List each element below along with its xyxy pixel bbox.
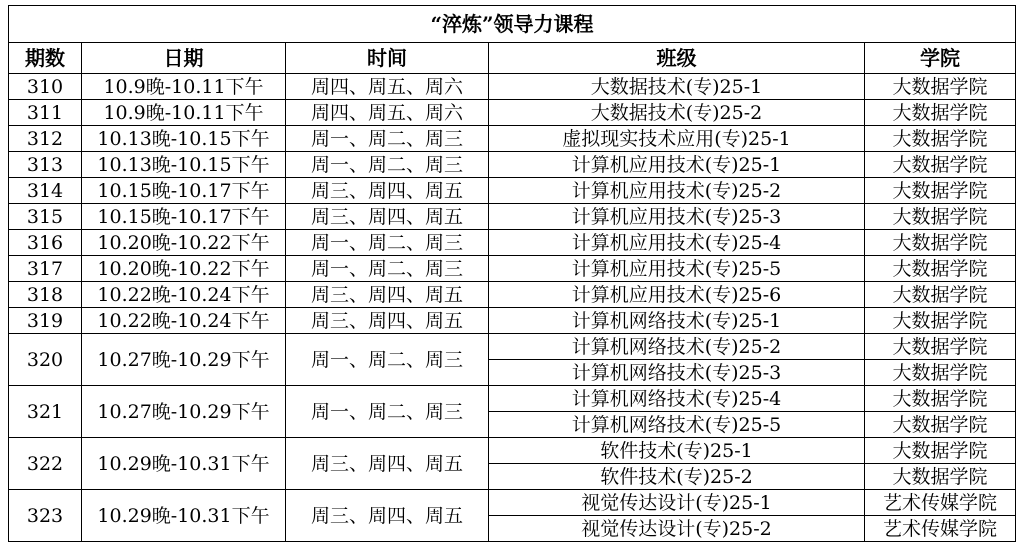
period-cell: 317 — [9, 256, 82, 282]
date-cell: 10.27晚-10.29下午 — [82, 386, 286, 438]
title-row — [9, 6, 1016, 43]
date-cell: 10.27晚-10.29下午 — [82, 334, 286, 386]
period-cell: 310 — [9, 74, 82, 100]
header-time: 时间 — [286, 43, 489, 74]
table-row — [9, 204, 1016, 230]
college-cell: 大数据学院 — [865, 100, 1016, 126]
days-cell: 周一、周二、周三 — [286, 230, 489, 256]
college-cell: 艺术传媒学院 — [865, 516, 1016, 542]
days-cell: 周一、周二、周三 — [286, 126, 489, 152]
class-cell: 视觉传达设计(专)25-2 — [489, 516, 865, 542]
period-cell: 323 — [9, 490, 82, 542]
date-cell: 10.9晚-10.11下午 — [82, 74, 286, 100]
class-cell: 大数据技术(专)25-1 — [489, 74, 865, 100]
college-cell: 大数据学院 — [865, 178, 1016, 204]
days-cell: 周三、周四、周五 — [286, 282, 489, 308]
days-cell: 周一、周二、周三 — [286, 152, 489, 178]
period-cell: 318 — [9, 282, 82, 308]
period-cell: 321 — [9, 386, 82, 438]
period-cell: 320 — [9, 334, 82, 386]
date-cell: 10.22晚-10.24下午 — [82, 282, 286, 308]
table-row — [9, 152, 1016, 178]
date-cell: 10.13晚-10.15下午 — [82, 152, 286, 178]
class-cell: 计算机网络技术(专)25-2 — [489, 334, 865, 360]
date-cell: 10.22晚-10.24下午 — [82, 308, 286, 334]
period-cell: 322 — [9, 438, 82, 490]
class-cell: 虚拟现实技术应用(专)25-1 — [489, 126, 865, 152]
class-cell: 计算机应用技术(专)25-4 — [489, 230, 865, 256]
days-cell: 周一、周二、周三 — [286, 334, 489, 386]
date-cell: 10.20晚-10.22下午 — [82, 256, 286, 282]
college-cell: 大数据学院 — [865, 152, 1016, 178]
days-cell: 周三、周四、周五 — [286, 308, 489, 334]
date-cell: 10.13晚-10.15下午 — [82, 126, 286, 152]
period-cell: 319 — [9, 308, 82, 334]
date-cell: 10.29晚-10.31下午 — [82, 438, 286, 490]
header-period: 期数 — [9, 43, 82, 74]
class-cell: 计算机网络技术(专)25-3 — [489, 360, 865, 386]
date-cell: 10.15晚-10.17下午 — [82, 178, 286, 204]
days-cell: 周三、周四、周五 — [286, 178, 489, 204]
days-cell: 周三、周四、周五 — [286, 204, 489, 230]
college-cell: 艺术传媒学院 — [865, 490, 1016, 516]
period-cell: 312 — [9, 126, 82, 152]
college-cell: 大数据学院 — [865, 412, 1016, 438]
college-cell: 大数据学院 — [865, 464, 1016, 490]
table-row — [9, 334, 1016, 360]
college-cell: 大数据学院 — [865, 334, 1016, 360]
table-row — [9, 230, 1016, 256]
header-row — [9, 43, 1016, 74]
days-cell: 周一、周二、周三 — [286, 256, 489, 282]
period-cell: 313 — [9, 152, 82, 178]
college-cell: 大数据学院 — [865, 438, 1016, 464]
period-cell: 316 — [9, 230, 82, 256]
table-row — [9, 178, 1016, 204]
class-cell: 计算机应用技术(专)25-3 — [489, 204, 865, 230]
table-row — [9, 282, 1016, 308]
class-cell: 计算机网络技术(专)25-5 — [489, 412, 865, 438]
date-cell: 10.20晚-10.22下午 — [82, 230, 286, 256]
college-cell: 大数据学院 — [865, 360, 1016, 386]
table-row — [9, 256, 1016, 282]
days-cell: 周三、周四、周五 — [286, 490, 489, 542]
days-cell: 周三、周四、周五 — [286, 438, 489, 490]
table-row — [9, 126, 1016, 152]
class-cell: 计算机应用技术(专)25-5 — [489, 256, 865, 282]
class-cell: 计算机应用技术(专)25-6 — [489, 282, 865, 308]
table-row — [9, 308, 1016, 334]
class-cell: 大数据技术(专)25-2 — [489, 100, 865, 126]
class-cell: 计算机网络技术(专)25-1 — [489, 308, 865, 334]
class-cell: 计算机应用技术(专)25-1 — [489, 152, 865, 178]
college-cell: 大数据学院 — [865, 230, 1016, 256]
days-cell: 周一、周二、周三 — [286, 386, 489, 438]
table-row — [9, 438, 1016, 464]
date-cell: 10.9晚-10.11下午 — [82, 100, 286, 126]
college-cell: 大数据学院 — [865, 204, 1016, 230]
header-date: 日期 — [82, 43, 286, 74]
class-cell: 软件技术(专)25-1 — [489, 438, 865, 464]
schedule-table — [8, 5, 1016, 542]
college-cell: 大数据学院 — [865, 126, 1016, 152]
date-cell: 10.15晚-10.17下午 — [82, 204, 286, 230]
header-college: 学院 — [865, 43, 1016, 74]
class-cell: 视觉传达设计(专)25-1 — [489, 490, 865, 516]
table-row — [9, 386, 1016, 412]
college-cell: 大数据学院 — [865, 386, 1016, 412]
period-cell: 314 — [9, 178, 82, 204]
period-cell: 311 — [9, 100, 82, 126]
table-row — [9, 74, 1016, 100]
college-cell: 大数据学院 — [865, 256, 1016, 282]
period-cell: 315 — [9, 204, 82, 230]
table-row — [9, 490, 1016, 516]
table-row — [9, 100, 1016, 126]
college-cell: 大数据学院 — [865, 308, 1016, 334]
days-cell: 周四、周五、周六 — [286, 74, 489, 100]
table-body — [9, 74, 1016, 542]
college-cell: 大数据学院 — [865, 74, 1016, 100]
class-cell: 计算机应用技术(专)25-2 — [489, 178, 865, 204]
class-cell: 计算机网络技术(专)25-4 — [489, 386, 865, 412]
date-cell: 10.29晚-10.31下午 — [82, 490, 286, 542]
college-cell: 大数据学院 — [865, 282, 1016, 308]
class-cell: 软件技术(专)25-2 — [489, 464, 865, 490]
table-title: “淬炼”领导力课程 — [9, 6, 1016, 43]
header-class: 班级 — [489, 43, 865, 74]
days-cell: 周四、周五、周六 — [286, 100, 489, 126]
